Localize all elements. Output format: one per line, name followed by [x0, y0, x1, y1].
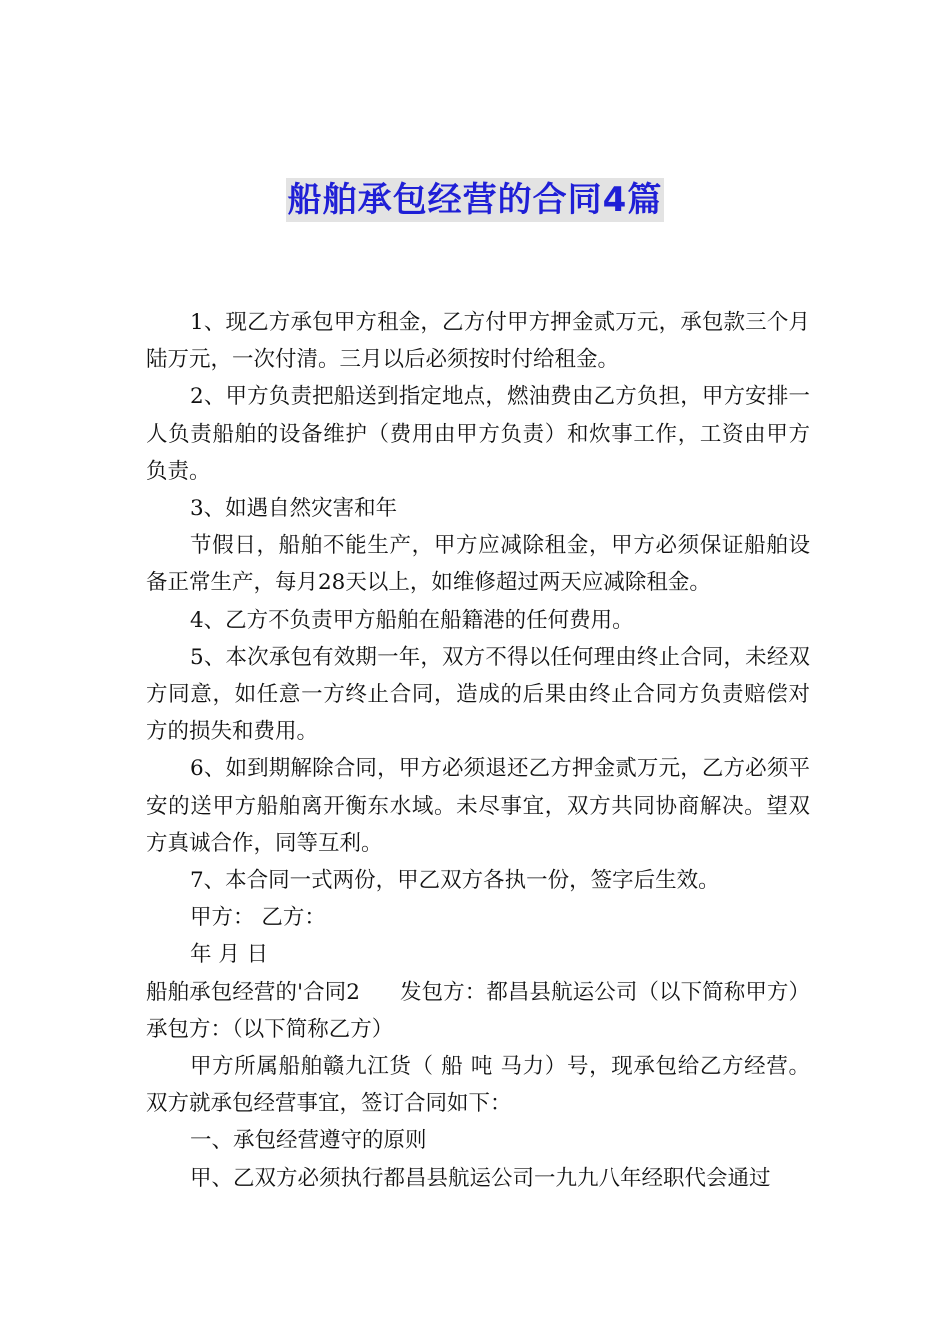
section-2-parties: 发包方：都昌县航运公司（以下简称甲方） 承包方：（以下简称乙方） [146, 979, 810, 1042]
document-body [146, 304, 810, 1197]
paragraph-3: 3、如遇自然灾害和年 [190, 496, 398, 522]
paragraph-5: 5、本次承包有效期一年，双方不得以任何理由终止合同，未经双方同意，如任意一方终止合同，造成的后果由终止合同方负责赔偿对方的损失和费用。 [146, 644, 810, 745]
paragraph-3-continued: 节假日，船舶不能生产，甲方应减除租金，甲方必须保证船舶设备正常生产，每月28天以上，如维修超过两天应减除租金。 [146, 533, 810, 596]
paragraph-4: 4、乙方不负责甲方船舶在船籍港的任何费用。 [190, 607, 634, 633]
section-2-intro [146, 974, 810, 1048]
title-wrap [0, 178, 950, 222]
paragraph-6: 6、如到期解除合同，甲方必须退还乙方押金贰万元，乙方必须平安的送甲方船舶离开衡东水域。未尽事宜，双方共同协商解决。望双方真诚合作，同等互利。 [146, 756, 810, 856]
paragraph-2: 2、甲方负责把船送到指定地点，燃油费由乙方负担，甲方安排一人负责船舶的设备维护（费用由甲方负责）和炊事工作，工资由甲方负责。 [146, 384, 810, 484]
section-2-paragraph-2: 一、承包经营遵守的原则 [190, 1128, 427, 1154]
document-title: 船舶承包经营的合同4篇 [287, 180, 663, 220]
signature-date: 年 月 日 [190, 942, 269, 968]
section-2-paragraph-3: 甲、乙双方必须执行都昌县航运公司一九九八年经职代会通过 [190, 1165, 771, 1191]
signature-parties: 甲方： 乙方： [190, 905, 326, 931]
paragraph-1: 1、现乙方承包甲方租金，乙方付甲方押金贰万元，承包款三个月陆万元，一次付清。三月以后必须按时付给租金。 [146, 310, 810, 373]
section-2-paragraph-1: 甲方所属船舶赣九江货（ 船 吨 马力）号，现承包给乙方经营。双方就承包经营事宜，签订合同如下： [146, 1054, 810, 1117]
paragraph-7: 7、本合同一式两份，甲乙双方各执一份，签字后生效。 [190, 868, 720, 894]
section-2-heading: 船舶承包经营的'合同2 [146, 979, 360, 1005]
